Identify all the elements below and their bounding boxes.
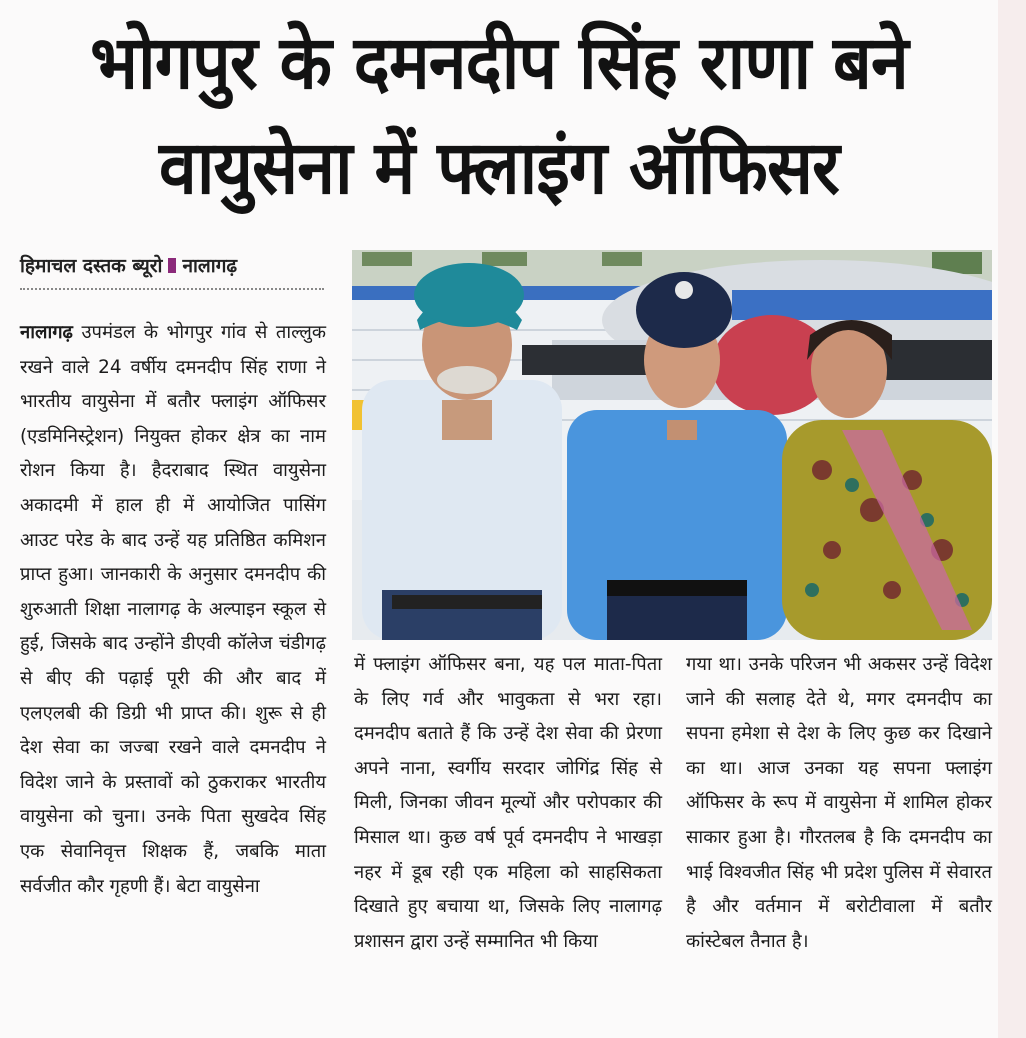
news-photo: [352, 250, 992, 640]
article-column-1: [20, 316, 326, 904]
article-dateline: नालागढ़: [20, 322, 73, 343]
headline: [0, 8, 998, 218]
headline-line-2: वायुसेना में फ्लाइंग ऑफिसर: [158, 125, 839, 211]
byline: [20, 252, 324, 290]
article-column-1-text: उपमंडल के भोगपुर गांव से ताल्लुक रखने वाले 24 वर्षीय दमनदीप सिंह राणा ने भारतीय वायुसेना में बतौर फ्लाइंग ऑफिसर (एडमिनिस्ट्रेशन) नियुक्त होकर क्षेत्र का नाम रोशन किया है। हैदराबाद स्थित वायुसेना अकादमी में हाल ही में आयोजित पासिंग आउट परेड के बाद उन्हें यह प्रतिष्ठित कमिशन प्राप्त हुआ। जानकारी के अनुसार दमनदीप की शुरुआती शिक्षा नालागढ़ के अल्पाइन स्कूल से हुई, जिसके बाद उन्होंने डीएवी कॉलेज चंडीगढ़ से बीए की पढ़ाई पूरी की और बाद में एलएलबी की डिग्री भी प्राप्त की। शुरू से ही देश सेवा का जज्बा रखने वाले दमनदीप ने विदेश जाने के प्रस्तावों को ठुकराकर भारतीय वायुसेना को चुना। उनके पिता सुखदेव सिंह एक सेवानिवृत्त शिक्षक हैं, जबकि माता सर्वजीत कौर गृहणी हैं। बेटा वायुसेना: [20, 322, 326, 897]
byline-place: नालागढ़: [182, 255, 238, 277]
family-photo-illustration: [352, 250, 992, 640]
headline-line-1: भोगपुर के दमनदीप सिंह राणा बने: [90, 20, 908, 106]
article-column-3: गया था। उनके परिजन भी अकसर उन्हें विदेश जाने की सलाह देते थे, मगर दमनदीप का सपना हमेशा से देश के लिए कुछ कर दिखाने का था। आज उनका यह सपना फ्लाइंग ऑफिसर के रूप में वायुसेना में शामिल होकर साकार हुआ है। गौरतलब है कि दमनदीप का भाई विश्वजीत सिंह भी प्रदेश पुलिस में सेवारत है और वर्तमान में बरोटीवाला में बतौर कांस्टेबल तैनात है।: [686, 654, 992, 952]
page-edge: [998, 0, 1026, 1038]
byline-separator-square: [168, 258, 176, 273]
article-column-2: में फ्लाइंग ऑफिसर बना, यह पल माता-पिता के लिए गर्व और भावुकता से भरा रहा। दमनदीप बताते हैं कि उन्हें देश सेवा की प्रेरणा अपने नाना, स्वर्गीय सरदार जोगिंद्र सिंह से मिली, जिनका जीवन मूल्यों और परोपकार की मिसाल था। कुछ वर्ष पूर्व दमनदीप ने भाखड़ा नहर में डूब रही एक महिला को साहसिकता दिखाते हुए बचाया था, जिसके लिए नालागढ़ प्रशासन द्वारा उन्हें सम्मानित भी किया: [354, 654, 662, 952]
byline-bureau: हिमाचल दस्तक ब्यूरो: [20, 255, 163, 277]
